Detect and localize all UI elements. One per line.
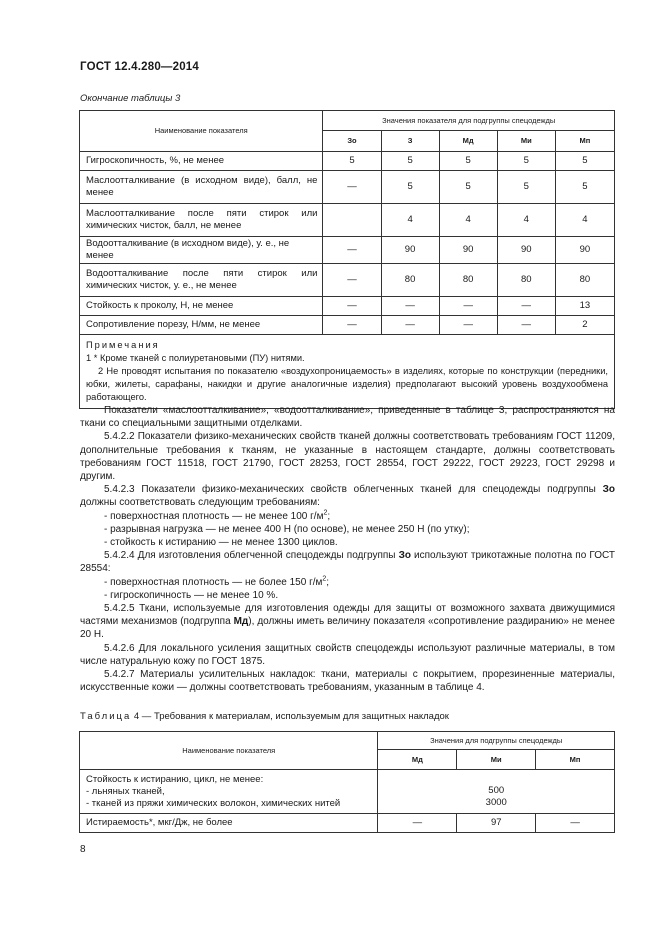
cell-value: 80 xyxy=(381,264,439,297)
cell-value: — xyxy=(536,814,615,833)
cell-value: — xyxy=(323,297,381,316)
cell-value: 90 xyxy=(439,237,497,264)
bold-term: Зо xyxy=(398,550,411,562)
row-name xyxy=(80,770,378,814)
table-row xyxy=(80,204,615,237)
table3-notes xyxy=(80,335,615,409)
bold-term: Зо xyxy=(602,484,615,496)
cell-value: 5 xyxy=(555,171,614,204)
table4-col-header: Ми xyxy=(457,750,536,770)
row-line: - тканей из пряжи химических волокон, химических нитей xyxy=(86,797,341,809)
text-span: используют трикотажные полотна по ГОСТ 28554: xyxy=(80,550,615,575)
row-name: Стойкость к проколу, Н, не менее xyxy=(80,297,323,316)
list-item: - стойкость к истиранию — не менее 1300 циклов. xyxy=(104,537,338,549)
table3-col-header: Зо xyxy=(323,131,381,152)
table-row xyxy=(80,152,615,171)
table4-name-header: Наименование показателя xyxy=(80,732,378,770)
cell-value: 5 xyxy=(497,171,555,204)
cell-value xyxy=(378,770,615,814)
page-header: ГОСТ 12.4.280—2014 xyxy=(80,61,199,73)
text-span: - поверхностная плотность — не более 150 г/м xyxy=(104,576,323,588)
superscript: 2 xyxy=(322,575,327,583)
text-span: должны соответствовать следующим требованиям: xyxy=(80,497,320,509)
table4-col-header: Мп xyxy=(536,750,615,770)
row-name: Маслоотталкивание (в исходном виде), балл, не менее xyxy=(80,171,323,204)
table3-group-header: Значения показателя для подгруппы спецодежды xyxy=(323,111,615,131)
row-name: Маслоотталкивание после пяти стирок или химических чисток, балл, не менее xyxy=(80,204,323,237)
value-line: 3000 xyxy=(485,797,507,808)
cell-value: 5 xyxy=(323,152,381,171)
text-span: ; xyxy=(327,510,331,522)
cell-value: 80 xyxy=(439,264,497,297)
body-text xyxy=(80,404,615,694)
paragraph-5-4-2-7: 5.4.2.7 Материалы усилительных накладок: ткани, материалы с покрытием, прорезиненные материалы, искусственные кожи — должны соответствовать требованиям, указанным в таблице 4. xyxy=(80,669,615,694)
list-item xyxy=(80,576,615,589)
row-line: - льняных тканей, xyxy=(86,785,165,797)
table3-caption: Окончание таблицы 3 xyxy=(80,93,181,104)
cell-value: 97 xyxy=(457,814,536,833)
table-row xyxy=(80,297,615,316)
cell-value: 4 xyxy=(381,204,439,237)
cell-value: 2 xyxy=(555,316,614,335)
cell-value: — xyxy=(381,297,439,316)
superscript: 2 xyxy=(323,509,328,517)
cell-value: 5 xyxy=(439,171,497,204)
table-row xyxy=(80,264,615,297)
cell-value: 13 xyxy=(555,297,614,316)
notes-title: Примечания xyxy=(86,340,160,350)
table-row xyxy=(80,770,615,814)
cell-value: 4 xyxy=(497,204,555,237)
cell-value: 5 xyxy=(381,171,439,204)
cell-value: 5 xyxy=(439,152,497,171)
cell-value: — xyxy=(323,264,381,297)
table-3 xyxy=(79,110,615,409)
table3-col-header: Мп xyxy=(555,131,614,152)
text-span: 5.4.2.4 Для изготовления облегченной спецодежды подгруппы xyxy=(104,550,399,562)
cell-value: 5 xyxy=(555,152,614,171)
text-span: 5.4.2.5 Ткани, используемые для изготовления одежды для защиты от возможного захвата движущимися частями механизмов (подгруппа xyxy=(80,603,615,628)
cell-value: — xyxy=(323,316,381,335)
cell-value: — xyxy=(497,316,555,335)
paragraph: Показатели «маслоотталкивание», «водоотталкивание», приведенные в таблице 3, распространяются на ткани со специальными защитными отделками. xyxy=(80,405,615,430)
bold-term: Мд xyxy=(233,616,249,628)
table4-col-header: Мд xyxy=(378,750,457,770)
cell-value: 5 xyxy=(381,152,439,171)
page-number: 8 xyxy=(80,844,86,855)
cell-value: 5 xyxy=(497,152,555,171)
list-item: - гигроскопичность — не менее 10 %. xyxy=(104,589,279,601)
table3-col-header: З xyxy=(381,131,439,152)
list-item: - разрывная нагрузка — не менее 400 Н (по основе), не менее 250 Н (по утку); xyxy=(104,523,470,535)
cell-value: 80 xyxy=(555,264,614,297)
cell-value: — xyxy=(323,171,381,204)
paragraph-5-4-2-2: 5.4.2.2 Показатели физико-механических свойств тканей должны соответствовать требованиям ГОСТ 11209, дополнительные требования к тканям, не указанные в настоящем стандарте, должны соответствовать требованиям ГОСТ 11518, ГОСТ 21790, ГОСТ 28253, ГОСТ 28554, ГОСТ 29222, ГОСТ 29223, ГОСТ 29298 и другим. xyxy=(80,431,615,483)
cell-value: 90 xyxy=(555,237,614,264)
row-name: Гигроскопичность, %, не менее xyxy=(80,152,323,171)
table3-col-header: Ми xyxy=(497,131,555,152)
paragraph-5-4-2-5 xyxy=(80,602,615,642)
cell-value: — xyxy=(497,297,555,316)
cell-value: 90 xyxy=(381,237,439,264)
text-span: ; xyxy=(326,576,330,588)
cell-value: — xyxy=(378,814,457,833)
table-row xyxy=(80,237,615,264)
cell-value: — xyxy=(439,297,497,316)
text-span: ), должны иметь величину показателя «сопротивление раздиранию» не менее 20 Н. xyxy=(80,616,615,641)
table-row xyxy=(80,814,615,833)
row-name: Водоотталкивание после пяти стирок или химических чисток, у. е., не менее xyxy=(80,264,323,297)
cell-value: 80 xyxy=(497,264,555,297)
row-name: Истираемость*, мкг/Дж, не более xyxy=(80,814,378,833)
table3-name-header: Наименование показателя xyxy=(80,111,323,152)
paragraph-5-4-2-3 xyxy=(80,483,615,509)
paragraph-5-4-2-6: 5.4.2.6 Для локального усиления защитных свойств спецодежды используют различные материалы, в том числе натуральную кожу по ГОСТ 1875. xyxy=(80,642,615,667)
row-name: Водоотталкивание (в исходном виде), у. е., не менее xyxy=(80,237,323,264)
note-1: 1 * Кроме тканей с полиуретановыми (ПУ) нитями. xyxy=(86,353,305,363)
row-line: Стойкость к истиранию, цикл, не менее: xyxy=(86,773,264,785)
table-row xyxy=(80,316,615,335)
table3-col-header: Мд xyxy=(439,131,497,152)
table-row xyxy=(80,171,615,204)
cell-value: — xyxy=(381,316,439,335)
paragraph-5-4-2-4 xyxy=(80,549,615,575)
list-item xyxy=(80,510,615,523)
table4-caption-text: 4 — Требования к материалам, используемым для защитных накладок xyxy=(131,711,449,722)
cell-value: 4 xyxy=(555,204,614,237)
cell-value xyxy=(323,204,381,237)
text-span: 5.4.2.3 Показатели физико-механических свойств облегченных тканей для спецодежды подгруппы xyxy=(104,484,603,496)
cell-value: 4 xyxy=(439,204,497,237)
cell-value: — xyxy=(323,237,381,264)
table4-group-header: Значения для подгруппы спецодежды xyxy=(378,732,615,750)
row-name: Сопротивление порезу, Н/мм, не менее xyxy=(80,316,323,335)
table4-caption-label: Таблица xyxy=(80,711,132,722)
text-span: - поверхностная плотность — не менее 100 г/м xyxy=(104,510,324,522)
note-2: 2 Не проводят испытания по показателю «воздухопроницаемость» в изделиях, которые по конструкции (передники, юбки, жилеты, сарафаны, накидки и другие аналогичные изделия) предполагают высокий уровень воздухообмена работающего. xyxy=(86,366,608,402)
table-4 xyxy=(79,731,615,833)
cell-value: — xyxy=(439,316,497,335)
cell-value: 90 xyxy=(497,237,555,264)
value-line: 500 xyxy=(488,785,505,796)
table4-caption xyxy=(80,711,449,722)
